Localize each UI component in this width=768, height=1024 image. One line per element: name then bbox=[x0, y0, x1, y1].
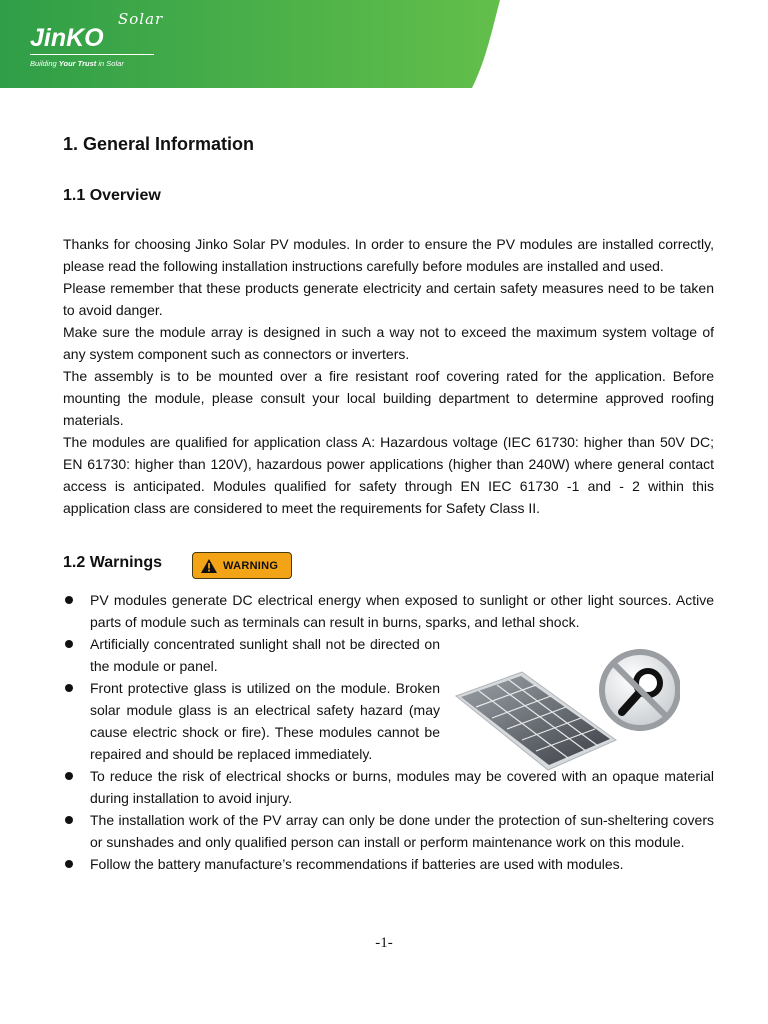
bullet-icon bbox=[65, 860, 73, 868]
logo-script-text: Solar bbox=[118, 10, 164, 28]
page-number: -1- bbox=[375, 935, 393, 951]
list-item: To reduce the risk of electrical shocks or burns, modules may be covered with an opaque material during installation to avoid injury. bbox=[63, 765, 714, 809]
bullet-icon bbox=[65, 640, 73, 648]
logo-wordmark: JinKO bbox=[30, 24, 104, 52]
list-item: Artificially concentrated sunlight shall not be directed on the module or panel. bbox=[63, 633, 440, 677]
section-title: 1. General Information bbox=[63, 134, 255, 154]
list-item: Follow the battery manufacture’s recommendations if batteries are used with modules. bbox=[63, 853, 714, 875]
overview-paragraph: The modules are qualified for application class A: Hazardous voltage (IEC 61730: higher than 50V DC; EN 61730: higher than 120V), hazardous power applications (higher than 240W) where general contact access is anticipated. Modules qualified for safety through EN IEC 61730 -1 and - 2 within this application class are considered to meet the requirements for Safety Class II. bbox=[63, 434, 714, 516]
overview-paragraph: Thanks for choosing Jinko Solar PV modules. In order to ensure the PV modules are installed correctly, please read the following installation instructions carefully before modules are installed and used. bbox=[63, 236, 714, 274]
logo-underline bbox=[30, 54, 154, 55]
list-item: Front protective glass is utilized on the module. Broken solar module glass is an electrical safety hazard (may cause electric shock or fire). These modules cannot be repaired and should be replaced immediately. bbox=[63, 677, 440, 765]
overview-heading: 1.1 Overview bbox=[63, 187, 161, 204]
bullet-icon bbox=[65, 816, 73, 824]
overview-paragraph: The assembly is to be mounted over a fire resistant roof covering rated for the application. Before mounting the module, please consult your local building department to determine approved roofing materials. bbox=[63, 368, 714, 428]
warnings-heading: 1.2 Warnings bbox=[63, 554, 162, 571]
logo-tagline: Building Your Trust in Solar bbox=[30, 59, 124, 68]
overview-paragraph: Please remember that these products generate electricity and certain safety measures need to be taken to avoid danger. bbox=[63, 280, 714, 318]
jinko-solar-logo bbox=[30, 10, 170, 72]
overview-text bbox=[63, 233, 714, 519]
no-magnifying-glass-solar-panel-illustration bbox=[452, 640, 680, 772]
list-item: The installation work of the PV array can only be done under the protection of sun-sheltering covers or sunshades and only qualified person can install or perform maintenance work on this module. bbox=[63, 809, 714, 853]
warning-triangle-icon bbox=[200, 558, 218, 574]
bullet-icon bbox=[65, 596, 73, 604]
warning-badge bbox=[192, 552, 292, 579]
bullet-icon bbox=[65, 772, 73, 780]
overview-paragraph: Make sure the module array is designed in such a way not to exceed the maximum system voltage of any system component such as connectors or inverters. bbox=[63, 324, 714, 362]
list-item: PV modules generate DC electrical energy when exposed to sunlight or other light sources. Active parts of module such as terminals can result in burns, sparks, and lethal shock. bbox=[63, 589, 714, 633]
warning-badge-label: WARNING bbox=[223, 559, 279, 572]
bullet-icon bbox=[65, 684, 73, 692]
